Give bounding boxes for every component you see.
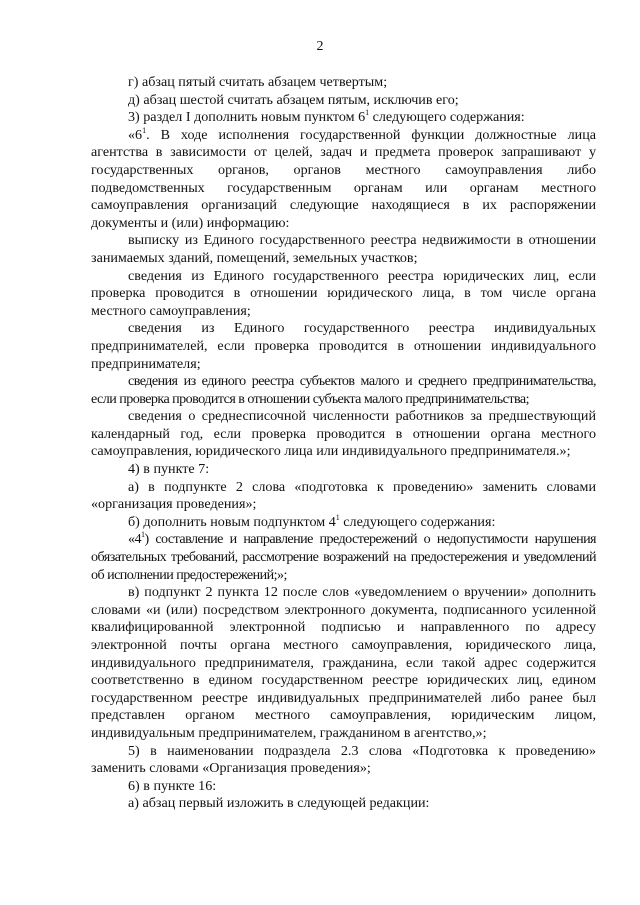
paragraph: сведения из Единого государственного реестра юридических лиц, если проверка проводится в отношении юридического лица, в том числе органа местного самоуправления; bbox=[91, 267, 596, 319]
paragraph: «$6^1$. В ходе исполнения государственной функции должностные лица агентства в зависимости от целей, задач и предмета проверок запрашивают у государственных органов, органов местного самоуправления либо подведомственных государственным органам или органам местного самоуправления организаций следующие находящиеся в их распоряжении документы и (или) информацию: bbox=[91, 125, 596, 231]
paragraph: сведения из Единого государственного реестра индивидуальных предпринимателей, если проверка проводится в отношении индивидуального предпринимателя; bbox=[91, 320, 596, 372]
document-body bbox=[91, 74, 596, 813]
paragraph: сведения о среднесписочной численности работников за предшествующий календарный год, если проверка проводится в отношении органа местного самоуправления, юридического лица или индивидуального предпринимателя.»; bbox=[91, 408, 596, 460]
paragraph: 4) в пункте 7: bbox=[128, 461, 210, 478]
paragraph: «$4^1$) составление и направление предостережений о недопустимости нарушения обязательных требований, рассмотрение возражений на предостережения и уведомлений об исполнении предостережений;»; bbox=[91, 530, 596, 583]
paragraph: сведения из единого реестра субъектов малого и среднего предпринимательства, если проверка проводится в отношении субъекта малого предпринимательства; bbox=[91, 373, 596, 407]
paragraph: 3) раздел I дополнить новым пунктом $6^1$ следующего содержания: bbox=[128, 108, 525, 126]
paragraph: выписку из Единого государственного реестра недвижимости в отношении занимаемых зданий, помещений, земельных участков; bbox=[91, 232, 596, 266]
paragraph: а) в подпункте 2 слова «подготовка к проведению» заменить словами «организация проведения»; bbox=[91, 478, 596, 513]
paragraph: 6) в пункте 16: bbox=[128, 777, 217, 794]
paragraph: 5) в наименовании подраздела 2.3 слова «Подготовка к проведению» заменить словами «Организация проведения»; bbox=[91, 742, 596, 777]
paragraph: в) подпункт 2 пункта 12 после слов «уведомлением о вручении» дополнить словами «и (или) посредством электронного документа, подписанного усиленной квалифицированной электронной подписью и направленного по адресу электронной почты органа местного самоуправления, юридического лица, индивидуального предпринимателя, гражданина, если такой адрес содержится соответственно в едином государственном реестре юридических лиц, едином государственном реестре индивидуальных предпринимателей либо ранее был представлен органом местного самоуправления, юридическим лицом, индивидуальным предпринимателем, гражданином в агентство,»; bbox=[91, 584, 596, 741]
paragraph: б) дополнить новым подпунктом $4^1$ следующего содержания: bbox=[128, 512, 496, 530]
page-number: 2 bbox=[316, 39, 324, 54]
paragraph: д) абзац шестой считать абзацем пятым, исключив его; bbox=[128, 91, 459, 108]
paragraph: а) абзац первый изложить в следующей редакции: bbox=[128, 795, 430, 812]
paragraph: г) абзац пятый считать абзацем четвертым; bbox=[128, 74, 388, 90]
